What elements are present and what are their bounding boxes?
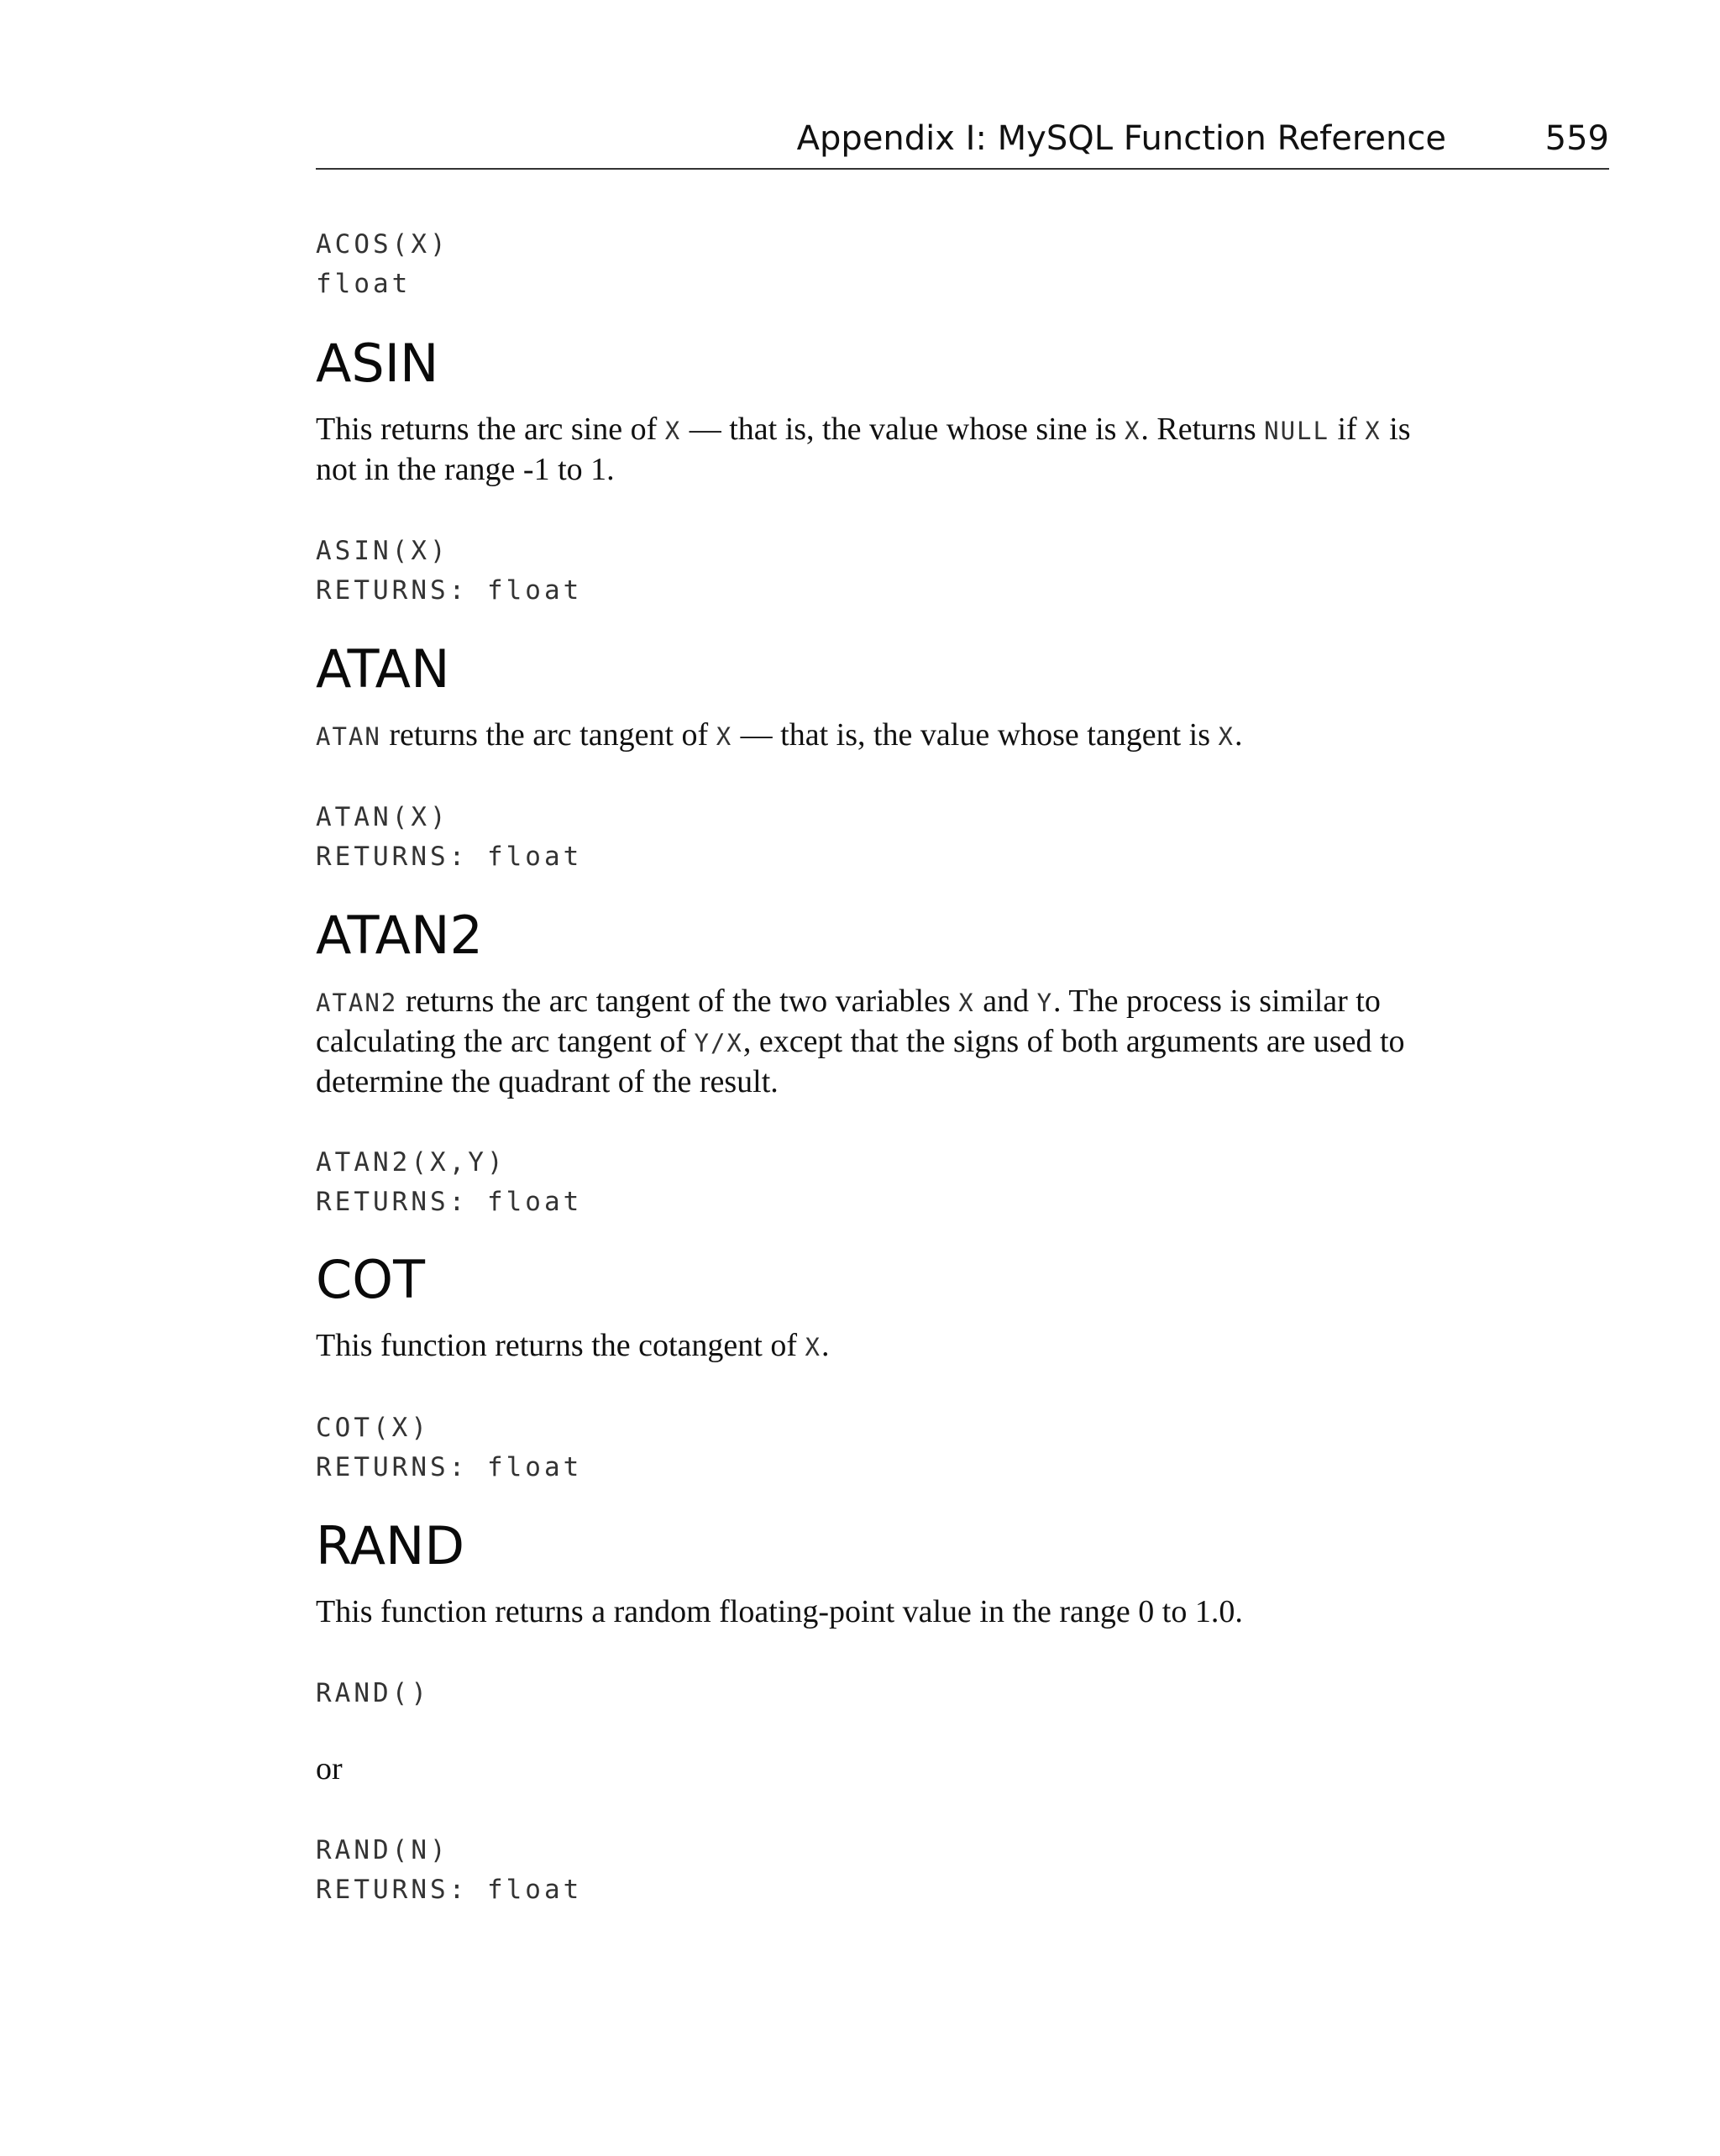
code-line: RETURNS: float xyxy=(316,575,583,606)
code-line: ATAN2(X,Y) xyxy=(316,1147,506,1178)
cot-code-block xyxy=(316,1408,582,1487)
rand-description xyxy=(316,1592,1458,1631)
inline-code: X xyxy=(1365,417,1382,445)
text-run: . Returns xyxy=(1141,412,1265,447)
text-run: and xyxy=(974,984,1037,1019)
rand-code-block xyxy=(316,1674,430,1713)
code-line: ASIN(X) xyxy=(316,536,449,566)
text-run: returns the arc tangent of xyxy=(380,717,716,753)
cot-description xyxy=(316,1326,1458,1367)
acos-code-block xyxy=(316,225,449,304)
section-heading: COT xyxy=(316,1249,425,1310)
code-line: float xyxy=(316,269,412,299)
text-run: — that is, the value whose sine is xyxy=(681,412,1125,447)
section-heading: ATAN xyxy=(316,638,450,700)
rand-n-code-block xyxy=(316,1831,582,1910)
text-run: returns the arc tangent of the two variables xyxy=(397,984,959,1019)
text-run: . xyxy=(1234,717,1243,753)
section-cot xyxy=(316,1249,425,1310)
section-atan2 xyxy=(316,905,483,966)
section-heading: RAND xyxy=(316,1515,465,1576)
text-run: This function returns a random floating-point value in the range 0 to 1.0. xyxy=(316,1594,1243,1629)
section-atan xyxy=(316,638,450,700)
inline-code: X xyxy=(716,722,733,751)
inline-code: X xyxy=(1218,722,1235,751)
code-line: ACOS(X) xyxy=(316,229,449,260)
text-run: , except that the signs of both arguments are used to determine the quadrant of the result. xyxy=(316,1024,1405,1099)
code-line: ATAN(X) xyxy=(316,802,449,832)
text-run: . xyxy=(821,1328,830,1363)
code-line: RETURNS: float xyxy=(316,1875,583,1905)
or-text: or xyxy=(316,1751,343,1786)
asin-code-block xyxy=(316,532,582,611)
section-heading: ASIN xyxy=(316,333,439,394)
inline-code: X xyxy=(664,417,682,445)
code-line: RAND() xyxy=(316,1678,430,1708)
text-run: if xyxy=(1329,412,1366,447)
text-run: . The process is similar to calculating the arc tangent of xyxy=(316,984,1381,1059)
running-head xyxy=(316,116,1609,170)
atan-description xyxy=(316,716,1458,756)
text-run: This returns the arc sine of xyxy=(316,412,665,447)
section-rand xyxy=(316,1515,465,1576)
code-line: RETURNS: float xyxy=(316,842,583,872)
atan2-description xyxy=(316,982,1458,1101)
inline-code: Y xyxy=(1036,989,1054,1017)
code-line: RETURNS: float xyxy=(316,1187,583,1217)
section-paragraph xyxy=(316,1326,1458,1367)
page-number: 559 xyxy=(1544,119,1609,158)
atan2-code-block xyxy=(316,1143,582,1222)
text-run: — that is, the value whose tangent is xyxy=(732,717,1219,753)
section-heading: ATAN2 xyxy=(316,905,483,966)
running-head-title: Appendix I: MySQL Function Reference xyxy=(796,119,1446,158)
section-paragraph xyxy=(316,716,1458,756)
inline-code: ATAN2 xyxy=(316,989,398,1017)
inline-code: X xyxy=(805,1333,821,1361)
section-paragraph xyxy=(316,1592,1458,1631)
code-line: RAND(N) xyxy=(316,1835,449,1865)
asin-description xyxy=(316,410,1458,489)
code-line: COT(X) xyxy=(316,1413,430,1443)
section-paragraph xyxy=(316,410,1458,489)
inline-code: Y/X xyxy=(694,1029,743,1057)
section-paragraph xyxy=(316,982,1458,1101)
atan-code-block xyxy=(316,798,582,877)
inline-code: ATAN xyxy=(316,722,381,751)
text-run: is not in the range -1 to 1. xyxy=(316,412,1411,487)
rand-or-text xyxy=(316,1749,1458,1788)
inline-code: NULL xyxy=(1264,417,1329,445)
code-line: RETURNS: float xyxy=(316,1452,583,1482)
text-run: This function returns the cotangent of xyxy=(316,1328,805,1363)
inline-code: X xyxy=(1124,417,1141,445)
inline-code: X xyxy=(958,989,975,1017)
section-asin xyxy=(316,333,439,394)
